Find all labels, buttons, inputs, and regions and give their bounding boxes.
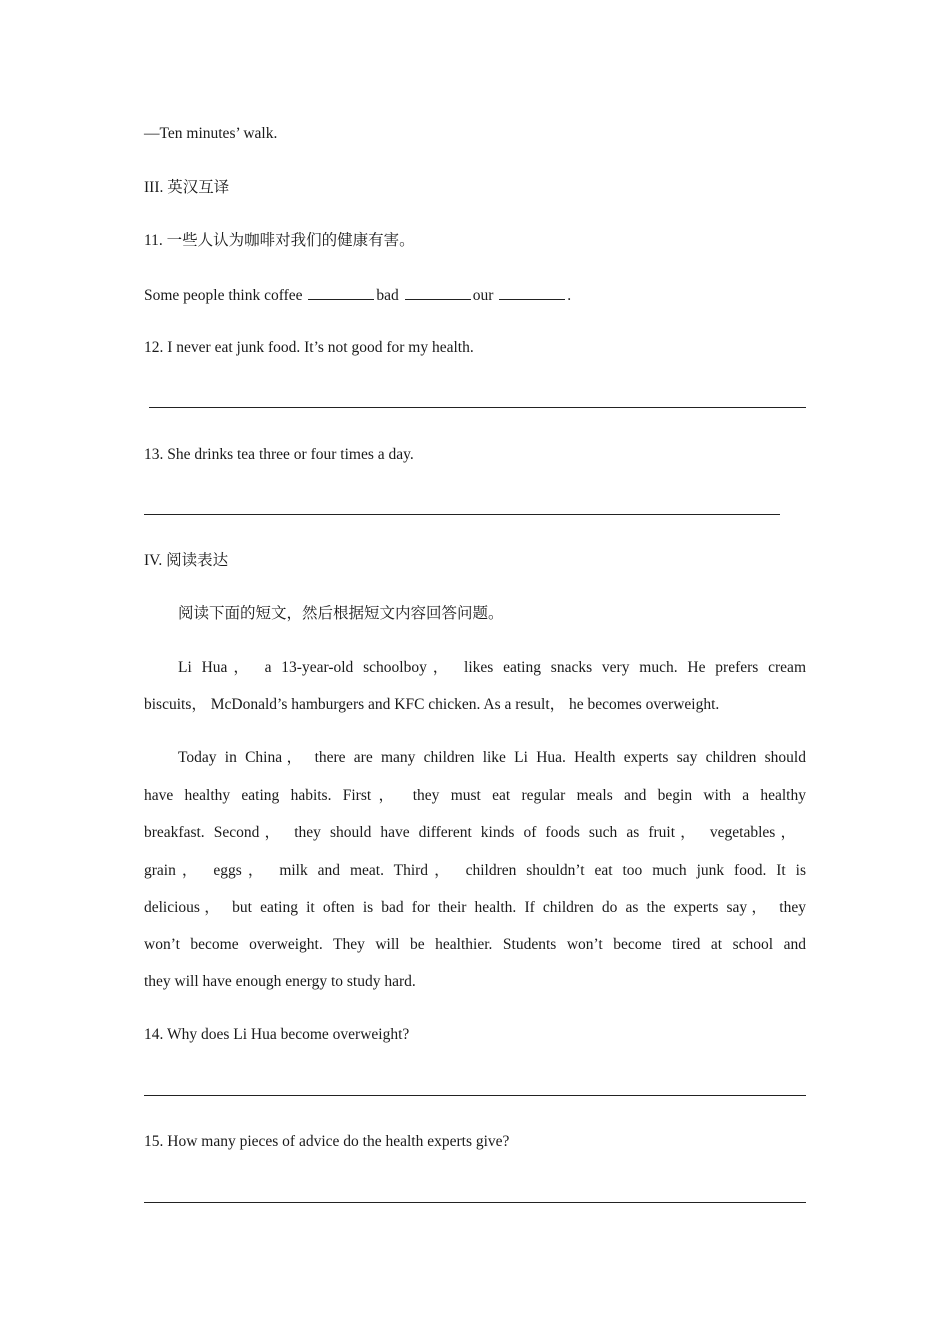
question-12: 12. I never eat junk food. It’s not good for my health.	[144, 339, 474, 356]
question-11-english	[144, 285, 571, 306]
answer-line-13[interactable]	[144, 514, 780, 515]
reading-instruction: 阅读下面的短文，然后根据短文内容回答问题。	[178, 605, 504, 622]
section-heading-4: IV. 阅读表达	[144, 552, 229, 569]
answer-line-15[interactable]	[144, 1202, 806, 1203]
question-11-chinese: 11. 一些人认为咖啡对我们的健康有害。	[144, 232, 415, 249]
dialogue-line: —Ten minutes’ walk.	[144, 125, 278, 142]
answer-line-14[interactable]	[144, 1095, 806, 1096]
question-13: 13. She drinks tea three or four times a day.	[144, 446, 414, 463]
question-14: 14. Why does Li Hua become overweight?	[144, 1026, 410, 1043]
passage-p2-line-5: delicious， but eating it often is bad for their health. If children do as the experts say， they	[144, 899, 806, 916]
q11-text-a: Some people think coffee	[144, 287, 303, 304]
q11-blank-2[interactable]	[405, 285, 471, 300]
passage-p1-line-1: Li Hua， a 13-year-old schoolboy， likes eating snacks very much. He prefers cream	[178, 659, 806, 676]
question-15: 15. How many pieces of advice do the health experts give?	[144, 1133, 510, 1150]
q11-text-c: our	[472, 287, 494, 304]
passage-p2-line-3: breakfast. Second， they should have different kinds of foods such as fruit， vegetables，	[144, 824, 796, 841]
q11-text-d: .	[567, 287, 572, 304]
q11-text-b: bad	[376, 287, 399, 304]
section-heading-3: III. 英汉互译	[144, 179, 230, 196]
passage-p2-line-1: Today in China， there are many children like Li Hua. Health experts say children should	[178, 749, 806, 766]
passage-p2-line-6: won’t become overweight. They will be healthier. Students won’t become tired at school and	[144, 936, 806, 953]
answer-line-12[interactable]	[149, 407, 806, 408]
passage-p1-line-2: biscuits， McDonald’s hamburgers and KFC chicken. As a result， he becomes overweight.	[144, 696, 720, 713]
passage-p2-line-4: grain， eggs， milk and meat. Third， children shouldn’t eat too much junk food. It is	[144, 862, 806, 879]
passage-p2-line-2: have healthy eating habits. First， they must eat regular meals and begin with a healthy	[144, 787, 806, 804]
passage-p2-line-7: they will have enough energy to study hard.	[144, 973, 416, 990]
q11-blank-1[interactable]	[308, 285, 374, 300]
q11-blank-3[interactable]	[499, 285, 565, 300]
